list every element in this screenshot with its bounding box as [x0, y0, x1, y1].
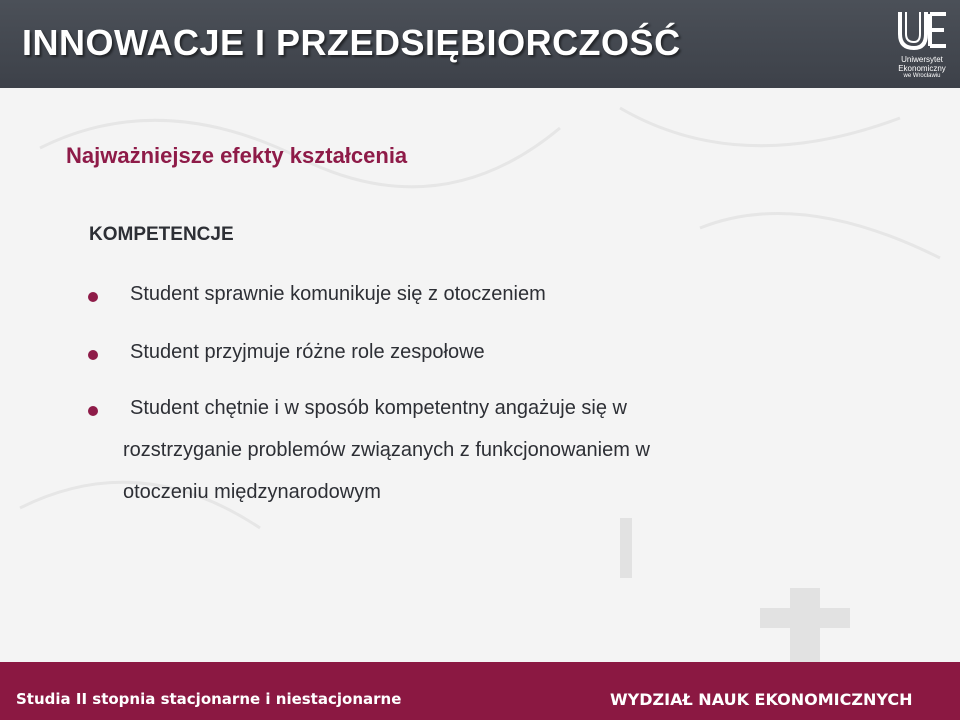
- bullet-1-text: Student sprawnie komunikuje się z otoczeniem: [130, 283, 546, 305]
- ue-university-logo: [892, 8, 952, 80]
- footer-study-programme: Studia II stopnia stacjonarne i niestacjonarne: [16, 690, 402, 708]
- ue-logo-icon: [892, 8, 952, 54]
- slide-footer: [0, 662, 960, 720]
- bullet-dot-2: [88, 350, 98, 360]
- logo-text-line-3: we Wrocławiu: [903, 73, 941, 79]
- bullet-dot-1: [88, 292, 98, 302]
- bullet-2-text: Student przyjmuje różne role zespołowe: [130, 341, 485, 363]
- bullet-dot-3: [88, 406, 98, 416]
- bullet-3-text-line-3: otoczeniu międzynarodowym: [123, 481, 381, 503]
- logo-text-line-1: Uniwersytet: [901, 55, 943, 64]
- section-heading-kompetencje: KOMPETENCJE: [89, 224, 234, 245]
- bullet-3-text-line-1: Student chętnie i w sposób kompetentny angażuje się w: [130, 397, 627, 419]
- background-watermark: [0, 88, 960, 662]
- footer-faculty-name: WYDZIAŁ NAUK EKONOMICZNYCH: [610, 690, 913, 709]
- bullet-3-text-line-2: rozstrzyganie problemów związanych z funkcjonowaniem w: [123, 439, 650, 461]
- slide-title: INNOWACJE I PRZEDSIĘBIORCZOŚĆ: [22, 22, 681, 63]
- slide-header: [0, 0, 960, 88]
- logo-text-line-2: Ekonomiczny: [898, 64, 946, 73]
- slide-subtitle: Najważniejsze efekty kształcenia: [66, 143, 408, 168]
